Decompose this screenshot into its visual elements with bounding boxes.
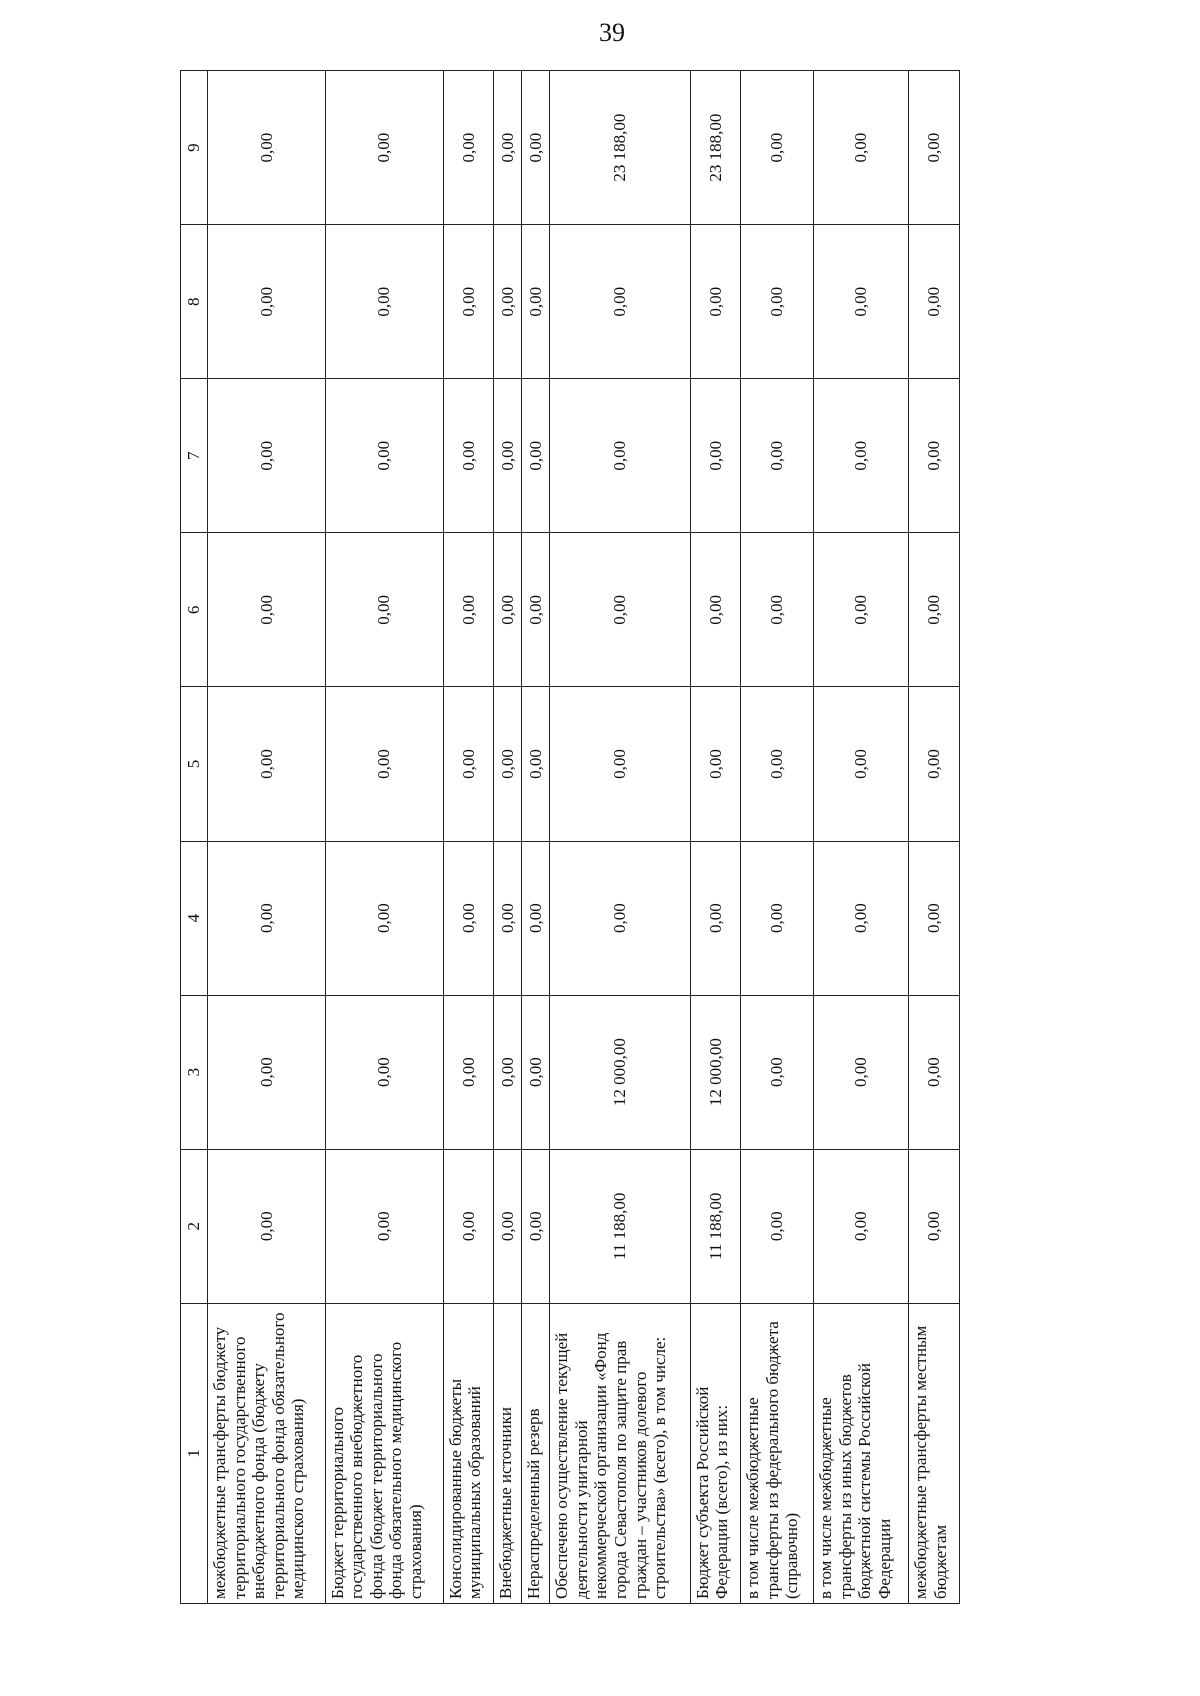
table-cell-value: 0,00 <box>741 71 814 225</box>
table-cell-value: 0,00 <box>443 71 494 225</box>
table-cell-value: 0,00 <box>208 379 326 533</box>
table-cell-value: 0,00 <box>909 71 960 225</box>
table-cell-value: 0,00 <box>690 687 741 841</box>
column-header: 5 <box>181 687 208 841</box>
table-cell-value: 0,00 <box>208 841 326 995</box>
table-row <box>909 71 960 1604</box>
table-cell-value: 0,00 <box>909 533 960 687</box>
column-header: 4 <box>181 841 208 995</box>
table-wrap <box>180 70 960 1604</box>
table-cell-value: 0,00 <box>443 841 494 995</box>
table-cell-value: 0,00 <box>208 995 326 1149</box>
table-row <box>741 71 814 1604</box>
table-cell-value: 0,00 <box>550 379 690 533</box>
table-cell-value: 0,00 <box>325 1149 443 1303</box>
row-label: межбюджетные трансферты местным бюджетам <box>909 1303 960 1603</box>
table-cell-value: 0,00 <box>909 687 960 841</box>
table-body <box>208 71 960 1604</box>
column-header: 7 <box>181 379 208 533</box>
table-cell-value: 0,00 <box>443 379 494 533</box>
table-row <box>494 71 522 1604</box>
table-cell-value: 11 188,00 <box>690 1149 741 1303</box>
table-cell-value: 0,00 <box>909 841 960 995</box>
table-cell-value: 0,00 <box>208 533 326 687</box>
table-cell-value: 0,00 <box>741 841 814 995</box>
table-cell-value: 0,00 <box>814 687 909 841</box>
table-cell-value: 0,00 <box>741 379 814 533</box>
table-cell-value: 0,00 <box>325 995 443 1149</box>
table-cell-value: 0,00 <box>690 225 741 379</box>
table-row <box>522 71 550 1604</box>
table-cell-value: 0,00 <box>909 1149 960 1303</box>
table-cell-value: 0,00 <box>814 1149 909 1303</box>
table-cell-value: 23 188,00 <box>550 71 690 225</box>
table-cell-value: 0,00 <box>522 225 550 379</box>
row-label: Бюджет территориального государственного внебюджетного фонда (бюджет территориального фонда обязательного медицинского страхования) <box>325 1303 443 1603</box>
table-cell-value: 0,00 <box>494 841 522 995</box>
table-cell-value: 0,00 <box>325 71 443 225</box>
table-cell-value: 0,00 <box>208 1149 326 1303</box>
table-cell-value: 0,00 <box>814 379 909 533</box>
table-cell-value: 0,00 <box>325 225 443 379</box>
table-cell-value: 0,00 <box>494 687 522 841</box>
table-cell-value: 0,00 <box>741 687 814 841</box>
table-cell-value: 11 188,00 <box>550 1149 690 1303</box>
table-cell-value: 0,00 <box>522 71 550 225</box>
table-cell-value: 23 188,00 <box>690 71 741 225</box>
column-header: 1 <box>181 1303 208 1603</box>
table-cell-value: 0,00 <box>325 841 443 995</box>
table-cell-value: 0,00 <box>494 379 522 533</box>
table-cell-value: 0,00 <box>814 71 909 225</box>
table-cell-value: 0,00 <box>208 687 326 841</box>
table-cell-value: 0,00 <box>690 533 741 687</box>
table-cell-value: 0,00 <box>494 1149 522 1303</box>
table-cell-value: 0,00 <box>522 995 550 1149</box>
table-cell-value: 0,00 <box>741 1149 814 1303</box>
table-cell-value: 0,00 <box>494 225 522 379</box>
column-header: 8 <box>181 225 208 379</box>
table-cell-value: 0,00 <box>494 995 522 1149</box>
table-cell-value: 0,00 <box>325 379 443 533</box>
column-header: 6 <box>181 533 208 687</box>
row-label: межбюджетные трансферты бюджету территориального государственного внебюджетного фонда (бюджету территориального фонда обязательного медицинского страхования) <box>208 1303 326 1603</box>
column-header: 9 <box>181 71 208 225</box>
table-cell-value: 0,00 <box>443 687 494 841</box>
table-cell-value: 0,00 <box>443 995 494 1149</box>
column-header: 3 <box>181 995 208 1149</box>
table-cell-value: 0,00 <box>741 995 814 1149</box>
table-cell-value: 0,00 <box>494 71 522 225</box>
table-cell-value: 0,00 <box>522 841 550 995</box>
table-cell-value: 0,00 <box>909 995 960 1149</box>
rotated-table-container <box>180 70 960 1604</box>
table-cell-value: 0,00 <box>325 533 443 687</box>
table-cell-value: 0,00 <box>814 533 909 687</box>
table-cell-value: 0,00 <box>550 841 690 995</box>
table-row <box>690 71 741 1604</box>
row-label: Обеспечено осуществление текущей деятельности унитарной некоммерческой организации «Фонд города Севастополя по защите прав граждан – участников долевого строительства» (всего), в том числе: <box>550 1303 690 1603</box>
table-cell-value: 0,00 <box>443 1149 494 1303</box>
table-cell-value: 0,00 <box>443 225 494 379</box>
table-cell-value: 12 000,00 <box>690 995 741 1149</box>
table-cell-value: 0,00 <box>550 533 690 687</box>
table-row <box>208 71 326 1604</box>
table-cell-value: 0,00 <box>690 379 741 533</box>
table-row <box>550 71 690 1604</box>
table-cell-value: 0,00 <box>522 1149 550 1303</box>
table-cell-value: 0,00 <box>814 841 909 995</box>
table-cell-value: 0,00 <box>208 71 326 225</box>
table-cell-value: 0,00 <box>522 379 550 533</box>
table-cell-value: 0,00 <box>690 841 741 995</box>
row-label: в том числе межбюджетные трансферты из федерального бюджета (справочно) <box>741 1303 814 1603</box>
row-label: Внебюджетные источники <box>494 1303 522 1603</box>
row-label: Консолидированные бюджеты муниципальных образований <box>443 1303 494 1603</box>
table-row <box>325 71 443 1604</box>
page-number: 39 <box>599 18 625 47</box>
column-header: 2 <box>181 1149 208 1303</box>
table-row <box>443 71 494 1604</box>
header-row <box>181 71 208 1604</box>
row-label: в том числе межбюджетные трансферты из иных бюджетов бюджетной системы Российской Федерации <box>814 1303 909 1603</box>
table-cell-value: 0,00 <box>814 995 909 1149</box>
table-cell-value: 0,00 <box>443 533 494 687</box>
table-cell-value: 0,00 <box>814 225 909 379</box>
table-row <box>814 71 909 1604</box>
table-cell-value: 0,00 <box>909 379 960 533</box>
table-cell-value: 0,00 <box>208 225 326 379</box>
table-cell-value: 12 000,00 <box>550 995 690 1149</box>
row-label: Нераспределенный резерв <box>522 1303 550 1603</box>
table-cell-value: 0,00 <box>522 687 550 841</box>
table-cell-value: 0,00 <box>522 533 550 687</box>
table-cell-value: 0,00 <box>325 687 443 841</box>
table-cell-value: 0,00 <box>741 533 814 687</box>
table-cell-value: 0,00 <box>494 533 522 687</box>
table-cell-value: 0,00 <box>550 687 690 841</box>
table-cell-value: 0,00 <box>741 225 814 379</box>
row-label: Бюджет субъекта Российской Федерации (всего), из них: <box>690 1303 741 1603</box>
table-cell-value: 0,00 <box>550 225 690 379</box>
budget-table <box>180 70 960 1604</box>
table-cell-value: 0,00 <box>909 225 960 379</box>
